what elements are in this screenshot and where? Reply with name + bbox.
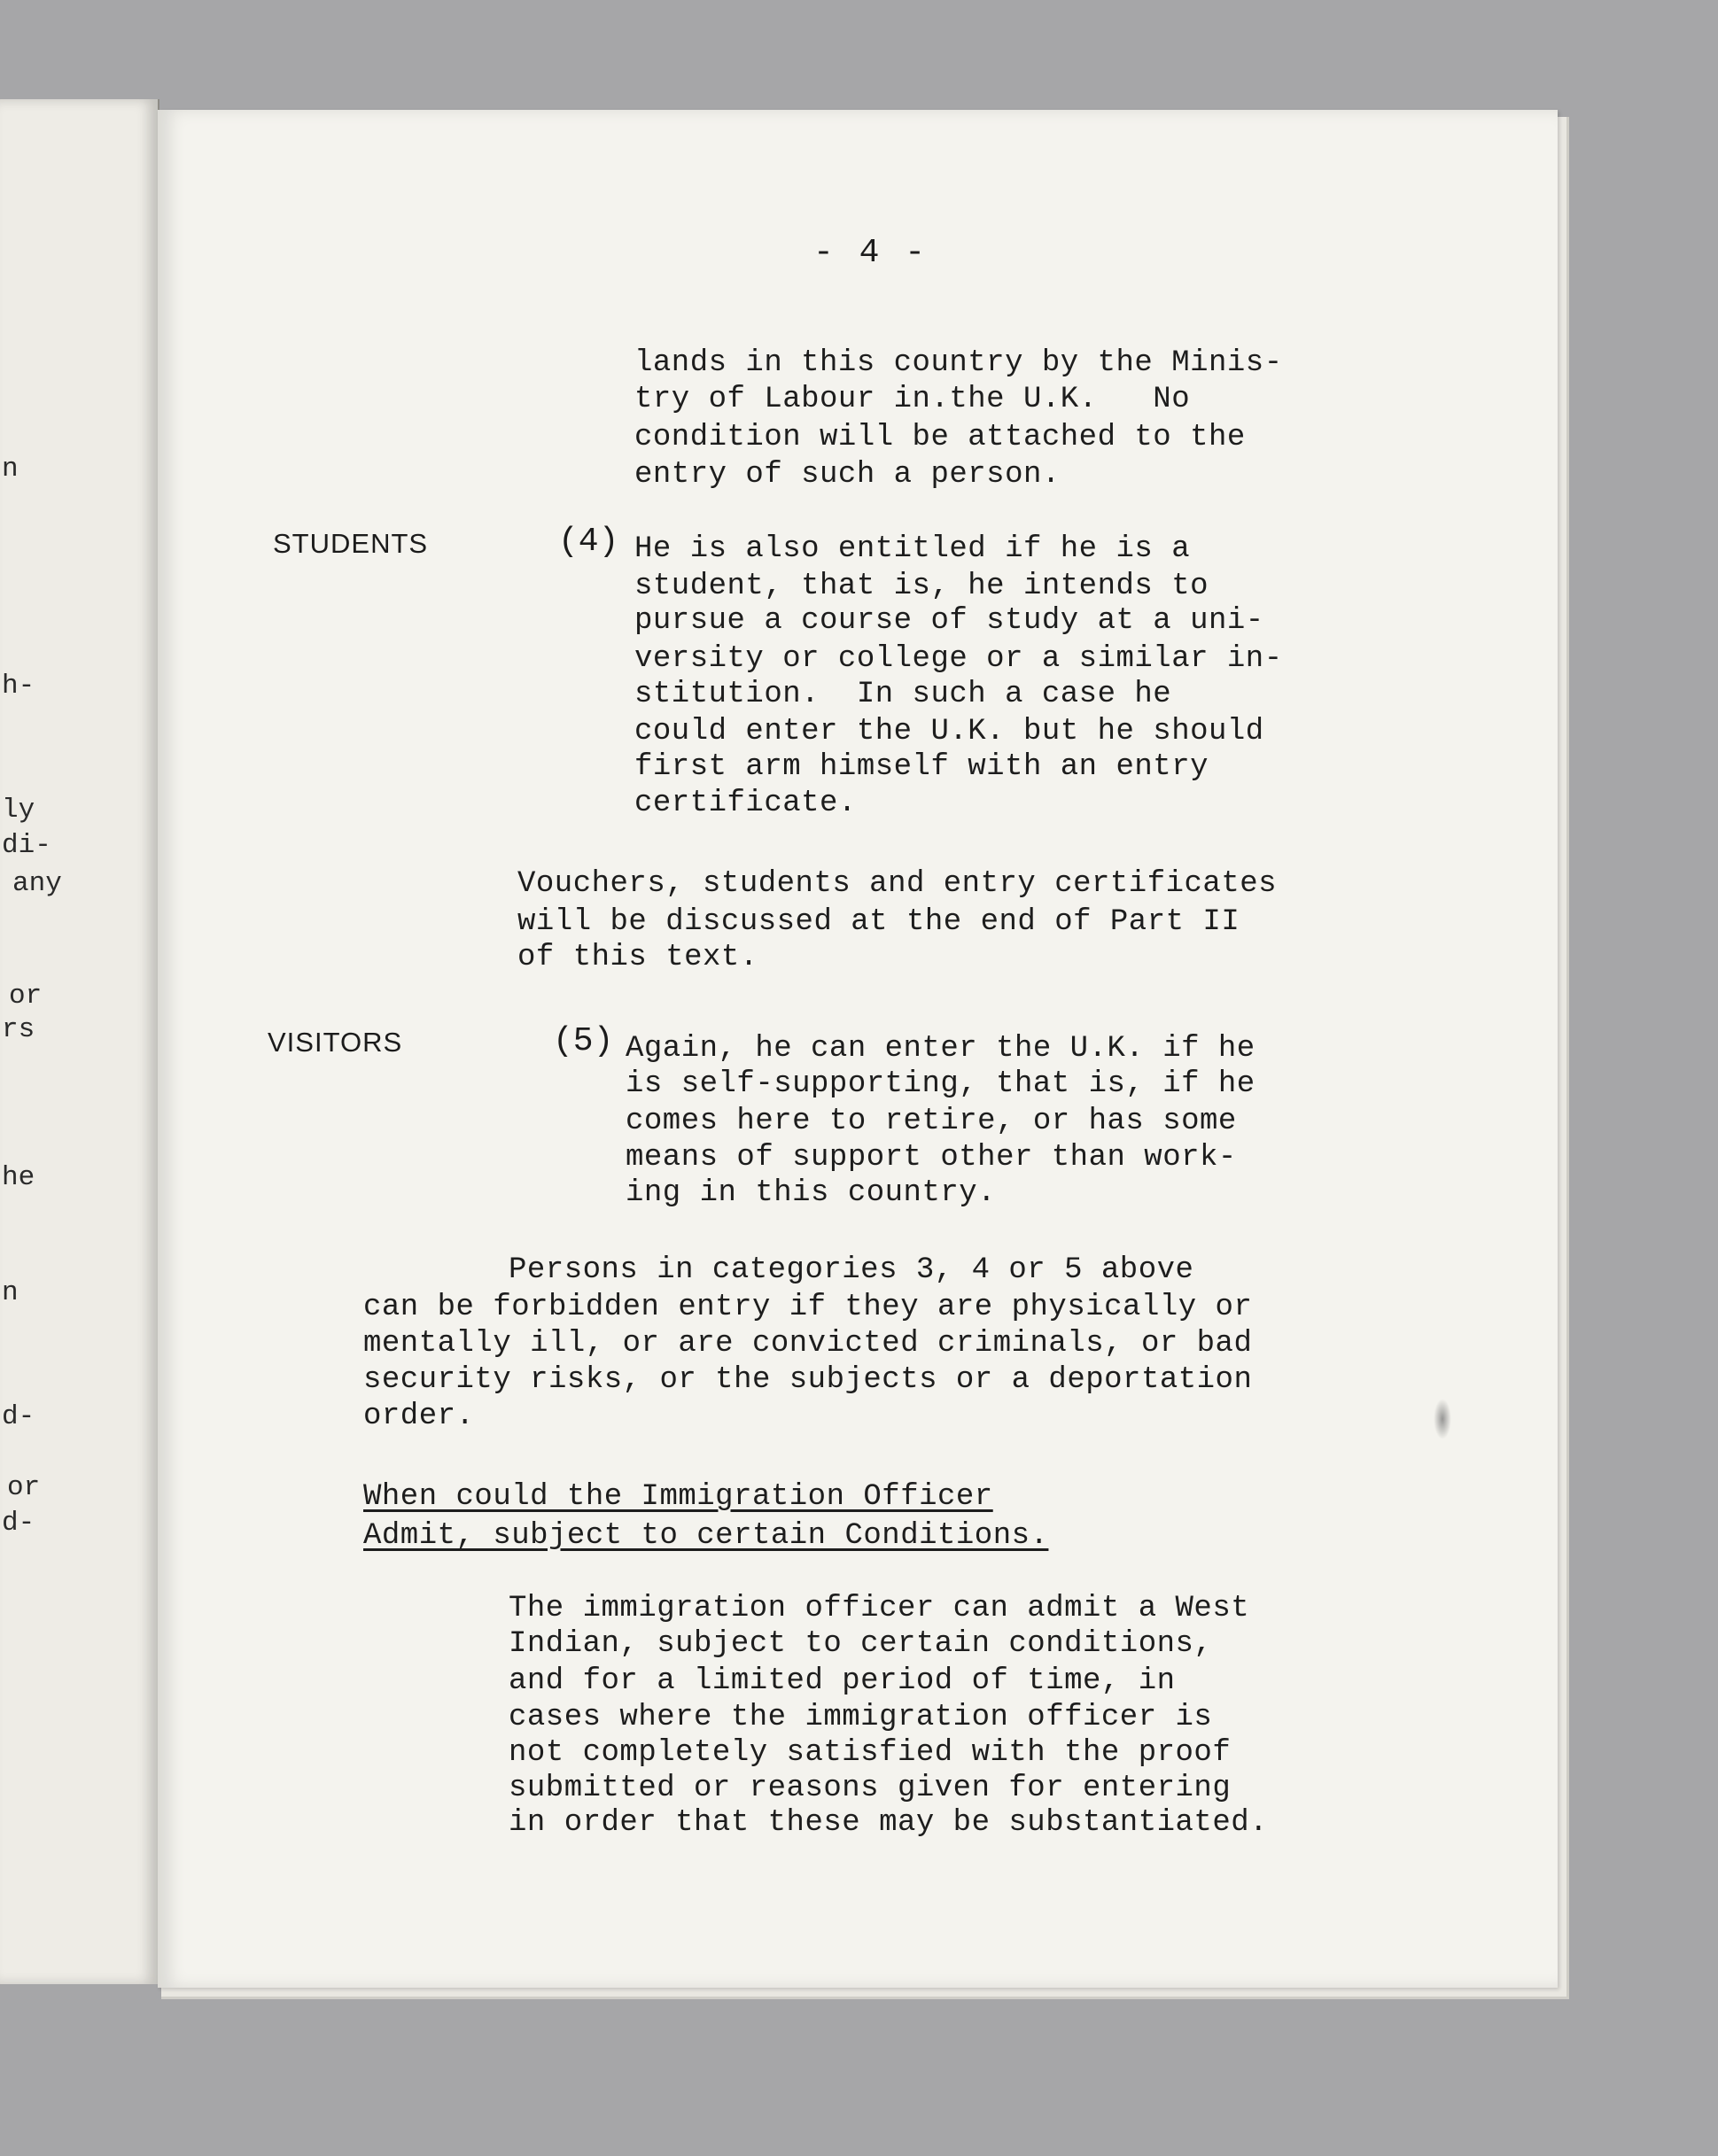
final-line: not completely satisfied with the proof (509, 1736, 1232, 1770)
vouchers-line: of this text. (517, 941, 758, 974)
continuation-line: try of Labour in.the U.K. No (634, 383, 1191, 416)
vouchers-line: Vouchers, students and entry certificates (517, 867, 1278, 901)
document-page (158, 110, 1558, 1988)
left-page-edge (0, 99, 159, 1984)
left-page-fragment: any (12, 868, 62, 899)
left-page-fragment: n (2, 454, 19, 485)
students-line: certificate. (634, 787, 857, 820)
visitors-line: means of support other than work- (626, 1141, 1237, 1175)
continuation-line: lands in this country by the Minis- (634, 346, 1283, 380)
students-heading: STUDENTS (273, 528, 429, 559)
visitors-line: comes here to retire, or has some (626, 1105, 1237, 1138)
students-line: He is also entitled if he is a (634, 532, 1191, 566)
final-line: cases where the immigration officer is (509, 1701, 1213, 1734)
left-page-fragment: ly (2, 795, 35, 826)
final-line: The immigration officer can admit a West (509, 1592, 1250, 1625)
visitors-heading: VISITORS (268, 1027, 403, 1058)
vouchers-line: will be discussed at the end of Part II (517, 905, 1240, 939)
categories-line: security risks, or the subjects or a deportation (363, 1363, 1253, 1397)
left-page-fragment: he (2, 1162, 35, 1193)
left-page-fragment: or (7, 1472, 41, 1503)
continuation-line: condition will be attached to the (634, 421, 1246, 454)
final-line: Indian, subject to certain conditions, (509, 1627, 1213, 1661)
paper-stain (1434, 1399, 1451, 1439)
students-line: could enter the U.K. but he should (634, 715, 1264, 748)
left-page-fragment: or (9, 981, 43, 1012)
final-line: submitted or reasons given for entering (509, 1772, 1232, 1805)
categories-line: mentally ill, or are convicted criminals, or bad (363, 1327, 1253, 1361)
page-number: - 4 - (813, 234, 929, 272)
subheading-line: Admit, subject to certain Conditions. (363, 1519, 1049, 1553)
left-page-fragment: n (2, 1277, 19, 1308)
students-line: pursue a course of study at a uni- (634, 604, 1264, 638)
students-line: student, that is, he intends to (634, 570, 1209, 603)
subheading-line: When could the Immigration Officer (363, 1480, 993, 1514)
left-page-fragment: d- (2, 1508, 35, 1539)
students-line: first arm himself with an entry (634, 750, 1209, 784)
categories-line: Persons in categories 3, 4 or 5 above (509, 1253, 1194, 1287)
visitors-line: is self-supporting, that is, if he (626, 1067, 1255, 1101)
categories-line: order. (363, 1400, 475, 1433)
continuation-line: entry of such a person. (634, 458, 1061, 492)
students-line: stitution. In such a case he (634, 678, 1172, 711)
final-line: in order that these may be substantiated. (509, 1806, 1269, 1840)
left-page-fragment: d- (2, 1401, 35, 1432)
left-page-fragment: rs (2, 1014, 35, 1045)
visitors-line: ing in this country. (626, 1176, 997, 1210)
students-number: (4) (558, 523, 619, 561)
visitors-line: Again, he can enter the U.K. if he (626, 1032, 1255, 1066)
visitors-number: (5) (553, 1022, 614, 1060)
left-page-fragment: di- (2, 830, 51, 861)
final-line: and for a limited period of time, in (509, 1664, 1176, 1698)
students-line: versity or college or a similar in- (634, 642, 1283, 676)
left-page-fragment: h- (2, 671, 35, 702)
categories-line: can be forbidden entry if they are physically or (363, 1291, 1253, 1324)
